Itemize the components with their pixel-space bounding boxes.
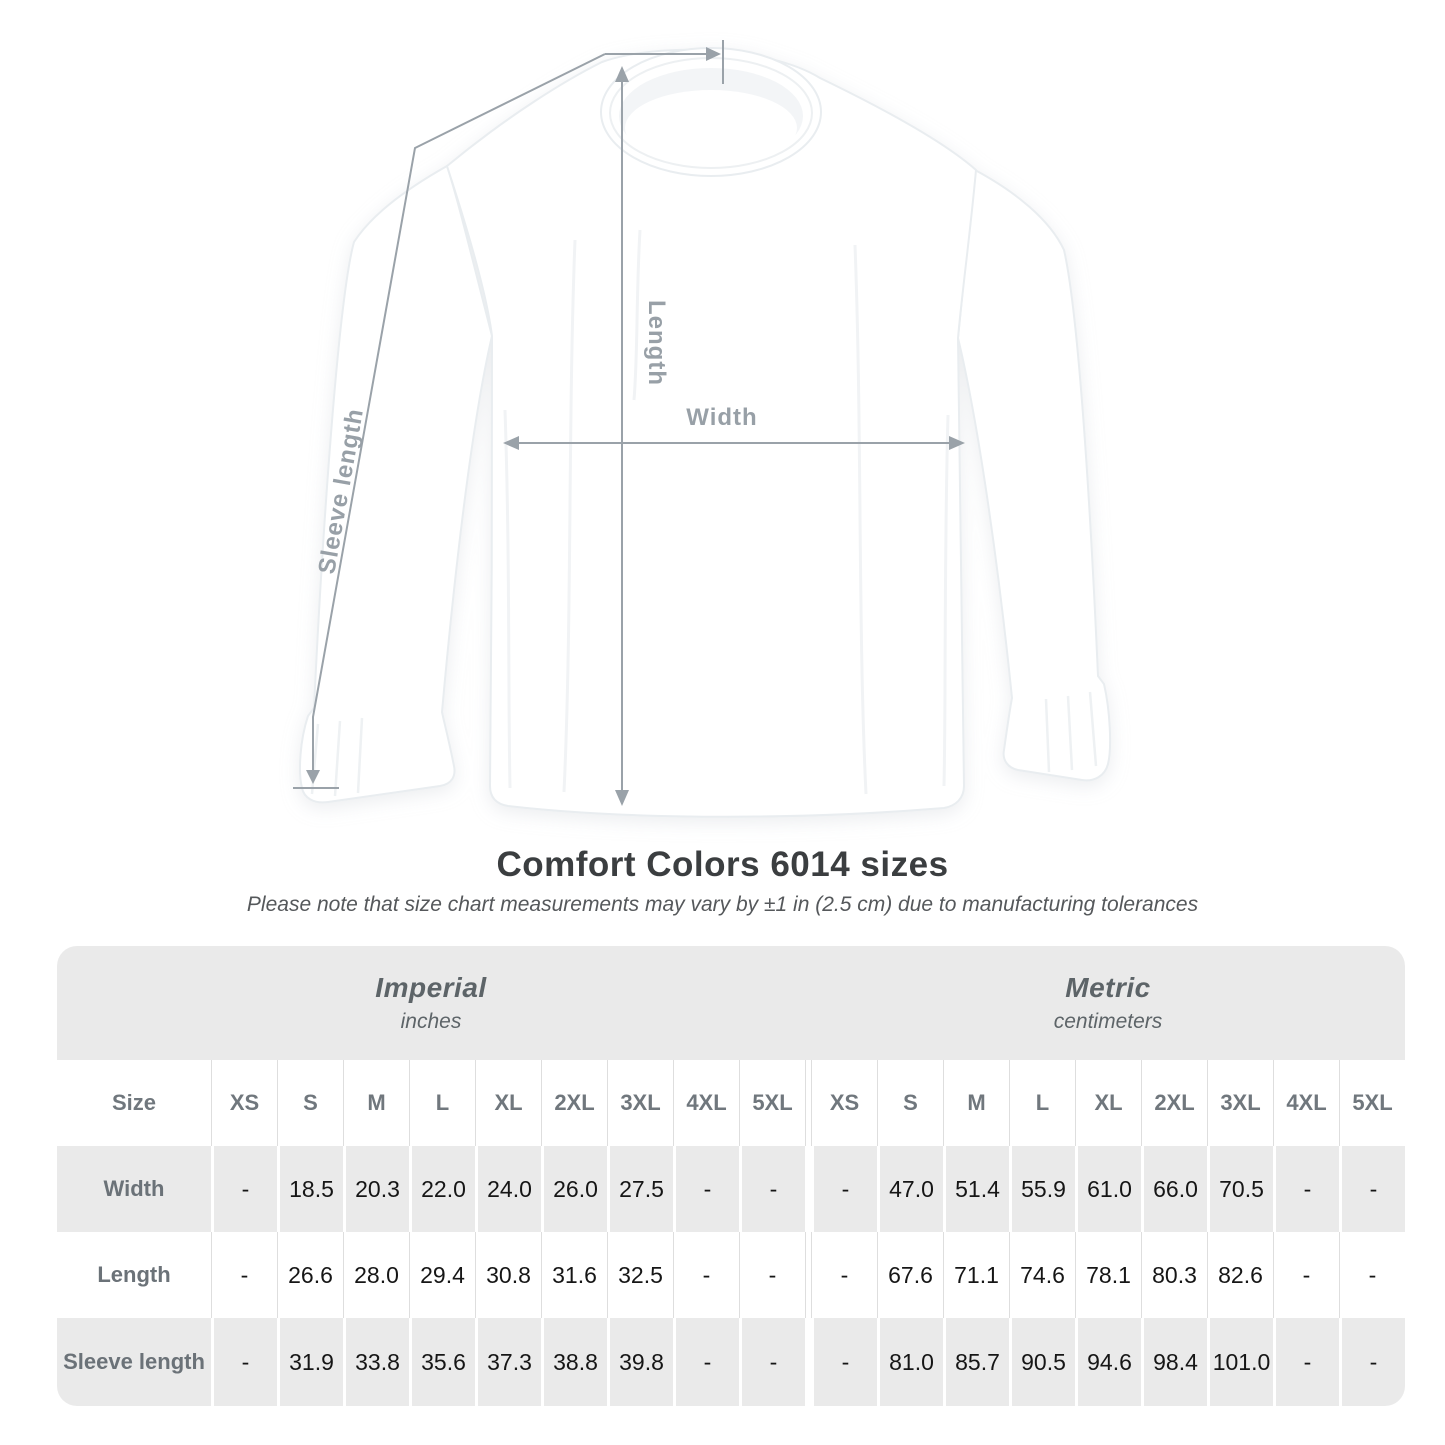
value-cell: - <box>1273 1146 1339 1232</box>
shirt-graphic <box>300 48 1110 817</box>
value-cell: - <box>211 1318 277 1406</box>
value-cell: 90.5 <box>1009 1318 1075 1406</box>
value-cell: - <box>811 1318 877 1406</box>
value-cell: 30.8 <box>475 1232 541 1318</box>
size-header: XL <box>475 1060 541 1146</box>
size-header: 4XL <box>1273 1060 1339 1146</box>
value-cell: - <box>811 1146 877 1232</box>
row-label: Sleeve length <box>57 1318 211 1406</box>
size-header: 3XL <box>607 1060 673 1146</box>
value-cell: 94.6 <box>1075 1318 1141 1406</box>
value-cell: 67.6 <box>877 1232 943 1318</box>
value-cell: 31.6 <box>541 1232 607 1318</box>
value-cell: - <box>811 1232 877 1318</box>
value-cell: - <box>1273 1232 1339 1318</box>
value-cell: 55.9 <box>1009 1146 1075 1232</box>
size-header: L <box>409 1060 475 1146</box>
page-title: Comfort Colors 6014 sizes <box>496 845 949 884</box>
length-label: Length <box>643 300 670 386</box>
value-cell: - <box>1273 1318 1339 1406</box>
value-cell: 27.5 <box>607 1146 673 1232</box>
value-cell: 22.0 <box>409 1146 475 1232</box>
value-cell: 101.0 <box>1207 1318 1273 1406</box>
value-cell: - <box>673 1232 739 1318</box>
value-cell: 18.5 <box>277 1146 343 1232</box>
size-header: XS <box>811 1060 877 1146</box>
table-row-width <box>57 1146 1405 1232</box>
size-header: M <box>343 1060 409 1146</box>
value-cell: 37.3 <box>475 1318 541 1406</box>
size-table <box>57 946 1405 1406</box>
size-column-header: Size <box>57 1060 211 1146</box>
value-cell: 70.5 <box>1207 1146 1273 1232</box>
value-cell: - <box>673 1146 739 1232</box>
value-cell: - <box>211 1146 277 1232</box>
value-cell: 47.0 <box>877 1146 943 1232</box>
size-header: 3XL <box>1207 1060 1273 1146</box>
size-header: M <box>943 1060 1009 1146</box>
value-cell: 82.6 <box>1207 1232 1273 1318</box>
row-label: Width <box>57 1146 211 1232</box>
value-cell: 32.5 <box>607 1232 673 1318</box>
value-cell: - <box>739 1318 805 1406</box>
table-row-length <box>57 1232 1405 1318</box>
value-cell: - <box>1339 1146 1405 1232</box>
table-row-sleeve-length <box>57 1318 1405 1406</box>
size-header: S <box>877 1060 943 1146</box>
value-cell: - <box>739 1146 805 1232</box>
sleeve-length-label: Sleeve length <box>313 406 370 577</box>
size-header-row <box>57 1060 1405 1146</box>
size-header: 2XL <box>541 1060 607 1146</box>
value-cell: - <box>739 1232 805 1318</box>
imperial-title: Imperial <box>375 972 487 1003</box>
value-cell: 29.4 <box>409 1232 475 1318</box>
size-header: XL <box>1075 1060 1141 1146</box>
row-label: Length <box>57 1232 211 1318</box>
width-label: Width <box>686 404 758 431</box>
value-cell: 20.3 <box>343 1146 409 1232</box>
metric-unit: centimeters <box>1053 1010 1163 1033</box>
value-cell: - <box>1339 1232 1405 1318</box>
value-cell: 80.3 <box>1141 1232 1207 1318</box>
size-header: XS <box>211 1060 277 1146</box>
unit-header-band <box>57 946 1405 1060</box>
size-header: S <box>277 1060 343 1146</box>
tolerance-note: Please note that size chart measurements may vary by ±1 in (2.5 cm) due to manufacturing tolerances <box>246 893 1199 916</box>
value-cell: - <box>211 1232 277 1318</box>
value-cell: 33.8 <box>343 1318 409 1406</box>
size-header: 4XL <box>673 1060 739 1146</box>
value-cell: 71.1 <box>943 1232 1009 1318</box>
value-cell: - <box>673 1318 739 1406</box>
size-header: 5XL <box>1339 1060 1405 1146</box>
size-header: L <box>1009 1060 1075 1146</box>
size-header: 5XL <box>739 1060 805 1146</box>
value-cell: 31.9 <box>277 1318 343 1406</box>
collar <box>601 48 821 176</box>
value-cell: 78.1 <box>1075 1232 1141 1318</box>
value-cell: 39.8 <box>607 1318 673 1406</box>
value-cell: 24.0 <box>475 1146 541 1232</box>
value-cell: 66.0 <box>1141 1146 1207 1232</box>
size-header: 2XL <box>1141 1060 1207 1146</box>
value-cell: 85.7 <box>943 1318 1009 1406</box>
value-cell: 28.0 <box>343 1232 409 1318</box>
value-cell: - <box>1339 1318 1405 1406</box>
value-cell: 51.4 <box>943 1146 1009 1232</box>
metric-title: Metric <box>1065 972 1151 1003</box>
imperial-unit: inches <box>400 1010 462 1033</box>
value-cell: 61.0 <box>1075 1146 1141 1232</box>
value-cell: 35.6 <box>409 1318 475 1406</box>
imperial-section-header <box>57 946 805 1060</box>
value-cell: 26.6 <box>277 1232 343 1318</box>
value-cell: 38.8 <box>541 1318 607 1406</box>
value-cell: 81.0 <box>877 1318 943 1406</box>
metric-section-header <box>805 946 1405 1060</box>
value-cell: 98.4 <box>1141 1318 1207 1406</box>
right-sleeve <box>958 170 1110 780</box>
value-cell: 74.6 <box>1009 1232 1075 1318</box>
value-cell: 26.0 <box>541 1146 607 1232</box>
